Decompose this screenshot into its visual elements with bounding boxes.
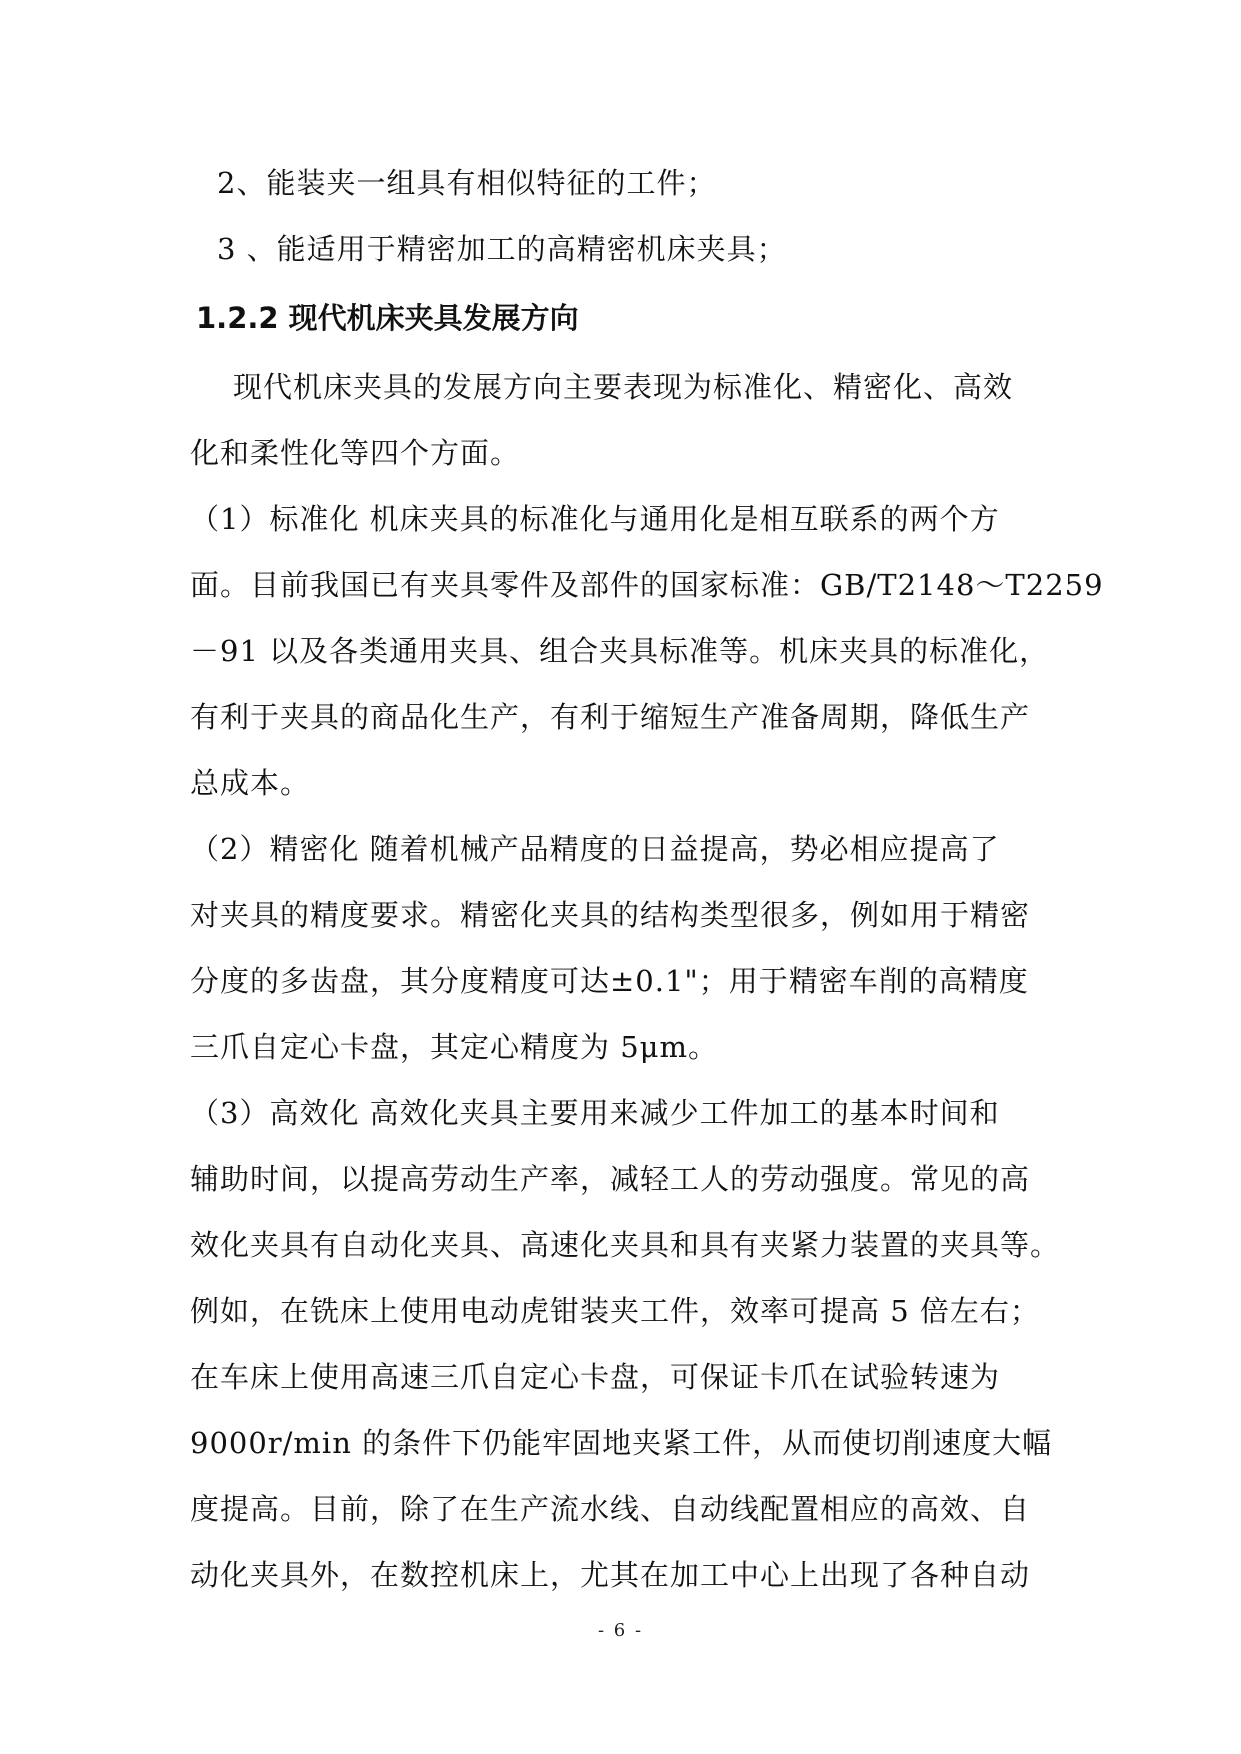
paragraph-line: 现代机床夹具的发展方向主要表现为标准化、精密化、高效 <box>233 370 1014 404</box>
paragraph-line: －91 以及各类通用夹具、组合夹具标准等。机床夹具的标准化， <box>190 634 1050 668</box>
paragraph-line: 例如，在铣床上使用电动虎钳装夹工件，效率可提高 5 倍左右； <box>190 1294 1040 1328</box>
section-heading: 1.2.2 现代机床夹具发展方向 <box>196 301 579 335</box>
paragraph-line: 有利于夹具的商品化生产，有利于缩短生产准备周期，降低生产 <box>190 700 1031 734</box>
paragraph-line: 对夹具的精度要求。精密化夹具的结构类型很多，例如用于精密 <box>190 898 1031 932</box>
paragraph-line: （1）标准化 机床夹具的标准化与通用化是相互联系的两个方 <box>190 502 1000 536</box>
page-number: - 6 - <box>597 1620 644 1641</box>
paragraph-line: 在车床上使用高速三爪自定心卡盘，可保证卡爪在试验转速为 <box>190 1360 1001 1394</box>
body-text <box>190 150 1104 1608</box>
list-item: 2、能装夹一组具有相似特征的工件； <box>217 166 717 200</box>
paragraph-line: （3）高效化 高效化夹具主要用来减少工件加工的基本时间和 <box>190 1096 1000 1130</box>
paragraph-line: 总成本。 <box>190 766 311 800</box>
paragraph-line: 动化夹具外，在数控机床上，尤其在加工中心上出现了各种自动 <box>190 1558 1031 1592</box>
list-item: 3 、能适用于精密加工的高精密机床夹具； <box>217 232 787 266</box>
paragraph-line: 化和柔性化等四个方面。 <box>190 436 521 470</box>
paragraph-line: 效化夹具有自动化夹具、高速化夹具和具有夹紧力装置的夹具等。 <box>190 1228 1061 1262</box>
paragraph-line: 分度的多齿盘，其分度精度可达±0.1"；用于精密车削的高精度 <box>190 964 1029 998</box>
paragraph-line: 度提高。目前，除了在生产流水线、自动线配置相应的高效、自 <box>190 1492 1031 1526</box>
paragraph-line: 面。目前我国已有夹具零件及部件的国家标准：GB/T2148～T2259 <box>190 568 1104 602</box>
paragraph-line: 9000r/min 的条件下仍能牢固地夹紧工件，从而使切削速度大幅 <box>190 1426 1053 1460</box>
paragraph-line: 辅助时间，以提高劳动生产率，减轻工人的劳动强度。常见的高 <box>190 1162 1031 1196</box>
paragraph-line: 三爪自定心卡盘，其定心精度为 5μm。 <box>190 1030 719 1064</box>
paragraph-line: （2）精密化 随着机械产品精度的日益提高，势必相应提高了 <box>190 832 1000 866</box>
